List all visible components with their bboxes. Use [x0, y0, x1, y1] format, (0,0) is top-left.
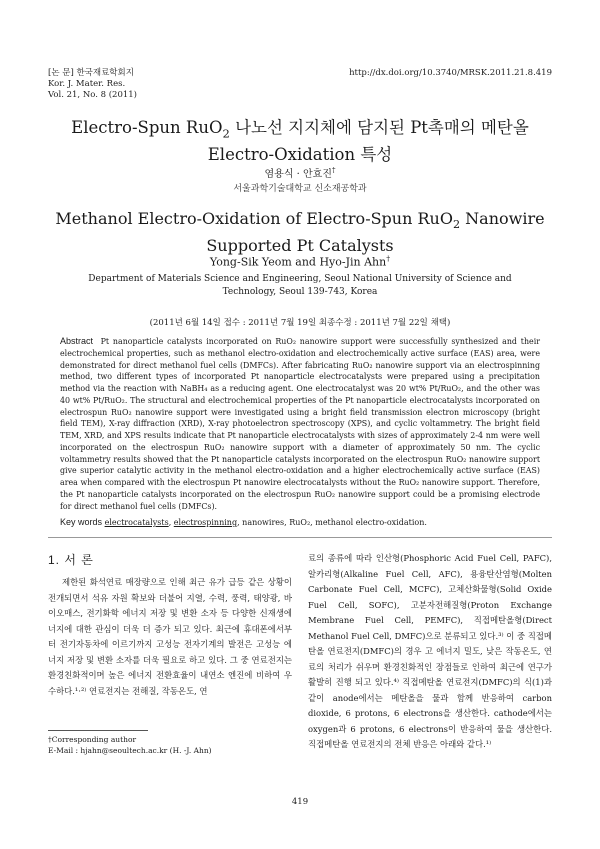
- korean-affiliation: 서울과학기술대학교 신소재공학과: [233, 184, 367, 194]
- korean-title-part: 나노선 지지체에 담지된 Pt촉매의 메탄올: [229, 118, 529, 137]
- english-title-line2: Supported Pt Catalysts: [206, 236, 394, 256]
- abstract-label: Abstract: [60, 336, 94, 346]
- doi-link[interactable]: http://dx.doi.org/10.3740/MRSK.2011.21.8.419: [349, 68, 552, 78]
- footnote-corresponding: †Corresponding author: [48, 735, 137, 744]
- abstract: [60, 336, 540, 512]
- korean-title-subscript: 2: [222, 126, 230, 141]
- section-divider: [48, 537, 552, 538]
- section-number: 1.: [48, 553, 61, 567]
- page-number: 419: [291, 797, 309, 807]
- journal-header: [48, 68, 137, 101]
- keyword-link[interactable]: electrocatalysts: [104, 518, 169, 527]
- keywords-rest: , nanowires, RuO₂, methanol electro-oxidation.: [237, 518, 427, 527]
- corresponding-mark: †: [386, 254, 391, 263]
- english-authors: [0, 254, 600, 269]
- korean-title-part: Electro-Spun RuO: [71, 118, 223, 137]
- english-affiliation: [60, 273, 540, 299]
- korean-authors: [0, 165, 600, 180]
- footnote-divider: [48, 730, 148, 731]
- english-title: [0, 208, 600, 256]
- affiliation-line1: Department of Materials Science and Engineering, Seoul National University of Science and: [88, 274, 512, 284]
- korean-title-line2: Electro-Oxidation 특성: [207, 145, 393, 165]
- keywords-label: Key words: [60, 517, 103, 527]
- footnote: [48, 735, 212, 756]
- english-title-part: Nanowire: [460, 209, 545, 228]
- section-heading: [48, 551, 94, 568]
- journal-abbrev: Kor. J. Mater. Res.: [48, 79, 126, 89]
- journal-volume: Vol. 21, No. 8 (2011): [48, 90, 138, 100]
- korean-title: [0, 117, 600, 165]
- english-title-subscript: 2: [452, 218, 461, 232]
- body-left-column: 제한된 화석연료 매장량으로 인해 최근 유가 급등 같은 상황이 전개되면서 석유 자원 확보와 더불어 지열, 수력, 풍력, 태양광, 바이오매스, 전기화학 에너지 저장 및 변환 소자 등 다양한 신재생에너지에 대한 관심이 더욱 더 증가 되고 있다. 최근에 휴대폰에서부터 전기자동차에 이르기까지 고성능 전자기계의 발전은 고성능 에너지 저장 및 변환 소자를 더욱 필요로 하고 있다. 그 중 연료전지는 환경친화적이며 높은 에너지 전환효율이 내연소 엔진에 비하여 우수하다.¹·²⁾ 연료전지는 전해질, 작동온도, 연: [48, 577, 292, 696]
- section-title: 서 론: [64, 553, 94, 567]
- body-right-column: 료의 종류에 따라 인산형(Phosphoric Acid Fuel Cell, PAFC), 알카리형(Alkaline Fuel Cell, AFC), 용융탄산염형(Molten Carbonate Fuel Cell, MCFC), 고체산화물형(Solid Oxide Fuel Cell, SOFC), 고분자전해질형(Proton Exchange Membrane Fuel Cell, PEMFC), 직접메탄올형(Direct Methanol Fuel Cell, DMFC)으로 분류되고 있다.³⁾ 이 중 직접메탄올 연료전지(DMFC)의 경우 고 에너지 밀도, 낮은 작동온도, 연료의 처리가 쉬우며 환경친화적인 장점들로 인하여 최근에 연구가 활발히 진행 되고 있다.⁴⁾ 직접메탄올 연료전지(DMFC)의 식(1)과 같이 anode에서는 메탄올을 물과 함께 반응하여 carbon dioxide, 6 protons, 6 electrons을 생산한다. cathode에서는 oxygen과 6 protons, 6 electrons이 반응하여 물을 생산한다. 직접메탄올 연료전지의 전체 반응은 아래와 같다.¹⁾: [308, 553, 552, 749]
- keywords: Key words electrocatalysts, electrospinning, nanowires, RuO₂, methanol electro-oxidation.: [60, 517, 427, 527]
- footnote-email: E-Mail : hjahn@seoultech.ac.kr (H. -J. Ahn): [48, 745, 212, 755]
- english-author-names: Yong-Sik Yeom and Hyo-Jin Ahn: [209, 255, 387, 269]
- abstract-text: Pt nanoparticle catalysts incorporated on RuO₂ nanowire support were successfully synthesized and their electrochemical properties, such as methanol electro-oxidation and electrochemically active surface (EAS) area, were demonstrated for direct methanol fuel cells (DMFCs). After fabricating RuO₂ nanowire support via an electrospinning method, two different types of incorporated Pt nanoparticle electrocatalysts were prepared using a precipitation method via the reaction with NaBH₄ as a reducing agent. One electrocatalyst was 20 wt% Pt/RuO₂, and the other was 40 wt% Pt/RuO₂. The structural and electrochemical properties of the Pt nanoparticle electrocatalysts incorporated on electrospun RuO₂ nanowire support were investigated using a bright field transmission electron microscopy (bright field TEM), X-ray diffraction (XRD), X-ray photoelectron spectroscopy (XPS), and cyclic voltammetry. The bright field TEM, XRD, and XPS results indicate that Pt nanoparticle electrocatalysts with sizes of approximately 2-4 nm were well incorporated on the electrospun RuO₂ nanowire support with a diameter of approximately 50 nm. The cyclic voltammetry results showed that the Pt nanoparticle catalysts incorporated on the electrospun RuO₂ nanowire support give superior catalytic activity in the methanol electro-oxidation and a higher electrochemically active surface (EAS) area when compared with the electrospun Pt nanowire electrocatalysts without the RuO₂ nanowire support. Therefore, the Pt nanoparticle catalysts incorporated on the electrospun RuO₂ nanowire support could be a promising electrode for direct methanol fuel cells (DMFCs).: [60, 337, 540, 511]
- submission-dates: (2011년 6월 14일 접수 : 2011년 7월 19일 최종수정 : 2011년 7월 22일 채택): [149, 318, 451, 328]
- affiliation-line2: Technology, Seoul 139-743, Korea: [222, 287, 378, 297]
- corresponding-mark: †: [332, 166, 336, 175]
- korean-author-names: 염용식 · 안효진: [264, 169, 332, 180]
- journal-name: [논 문] 한국재료학회지: [48, 68, 134, 78]
- keyword-link[interactable]: electrospinning: [173, 518, 238, 527]
- english-title-part: Methanol Electro-Oxidation of Electro-Spun RuO: [55, 209, 453, 228]
